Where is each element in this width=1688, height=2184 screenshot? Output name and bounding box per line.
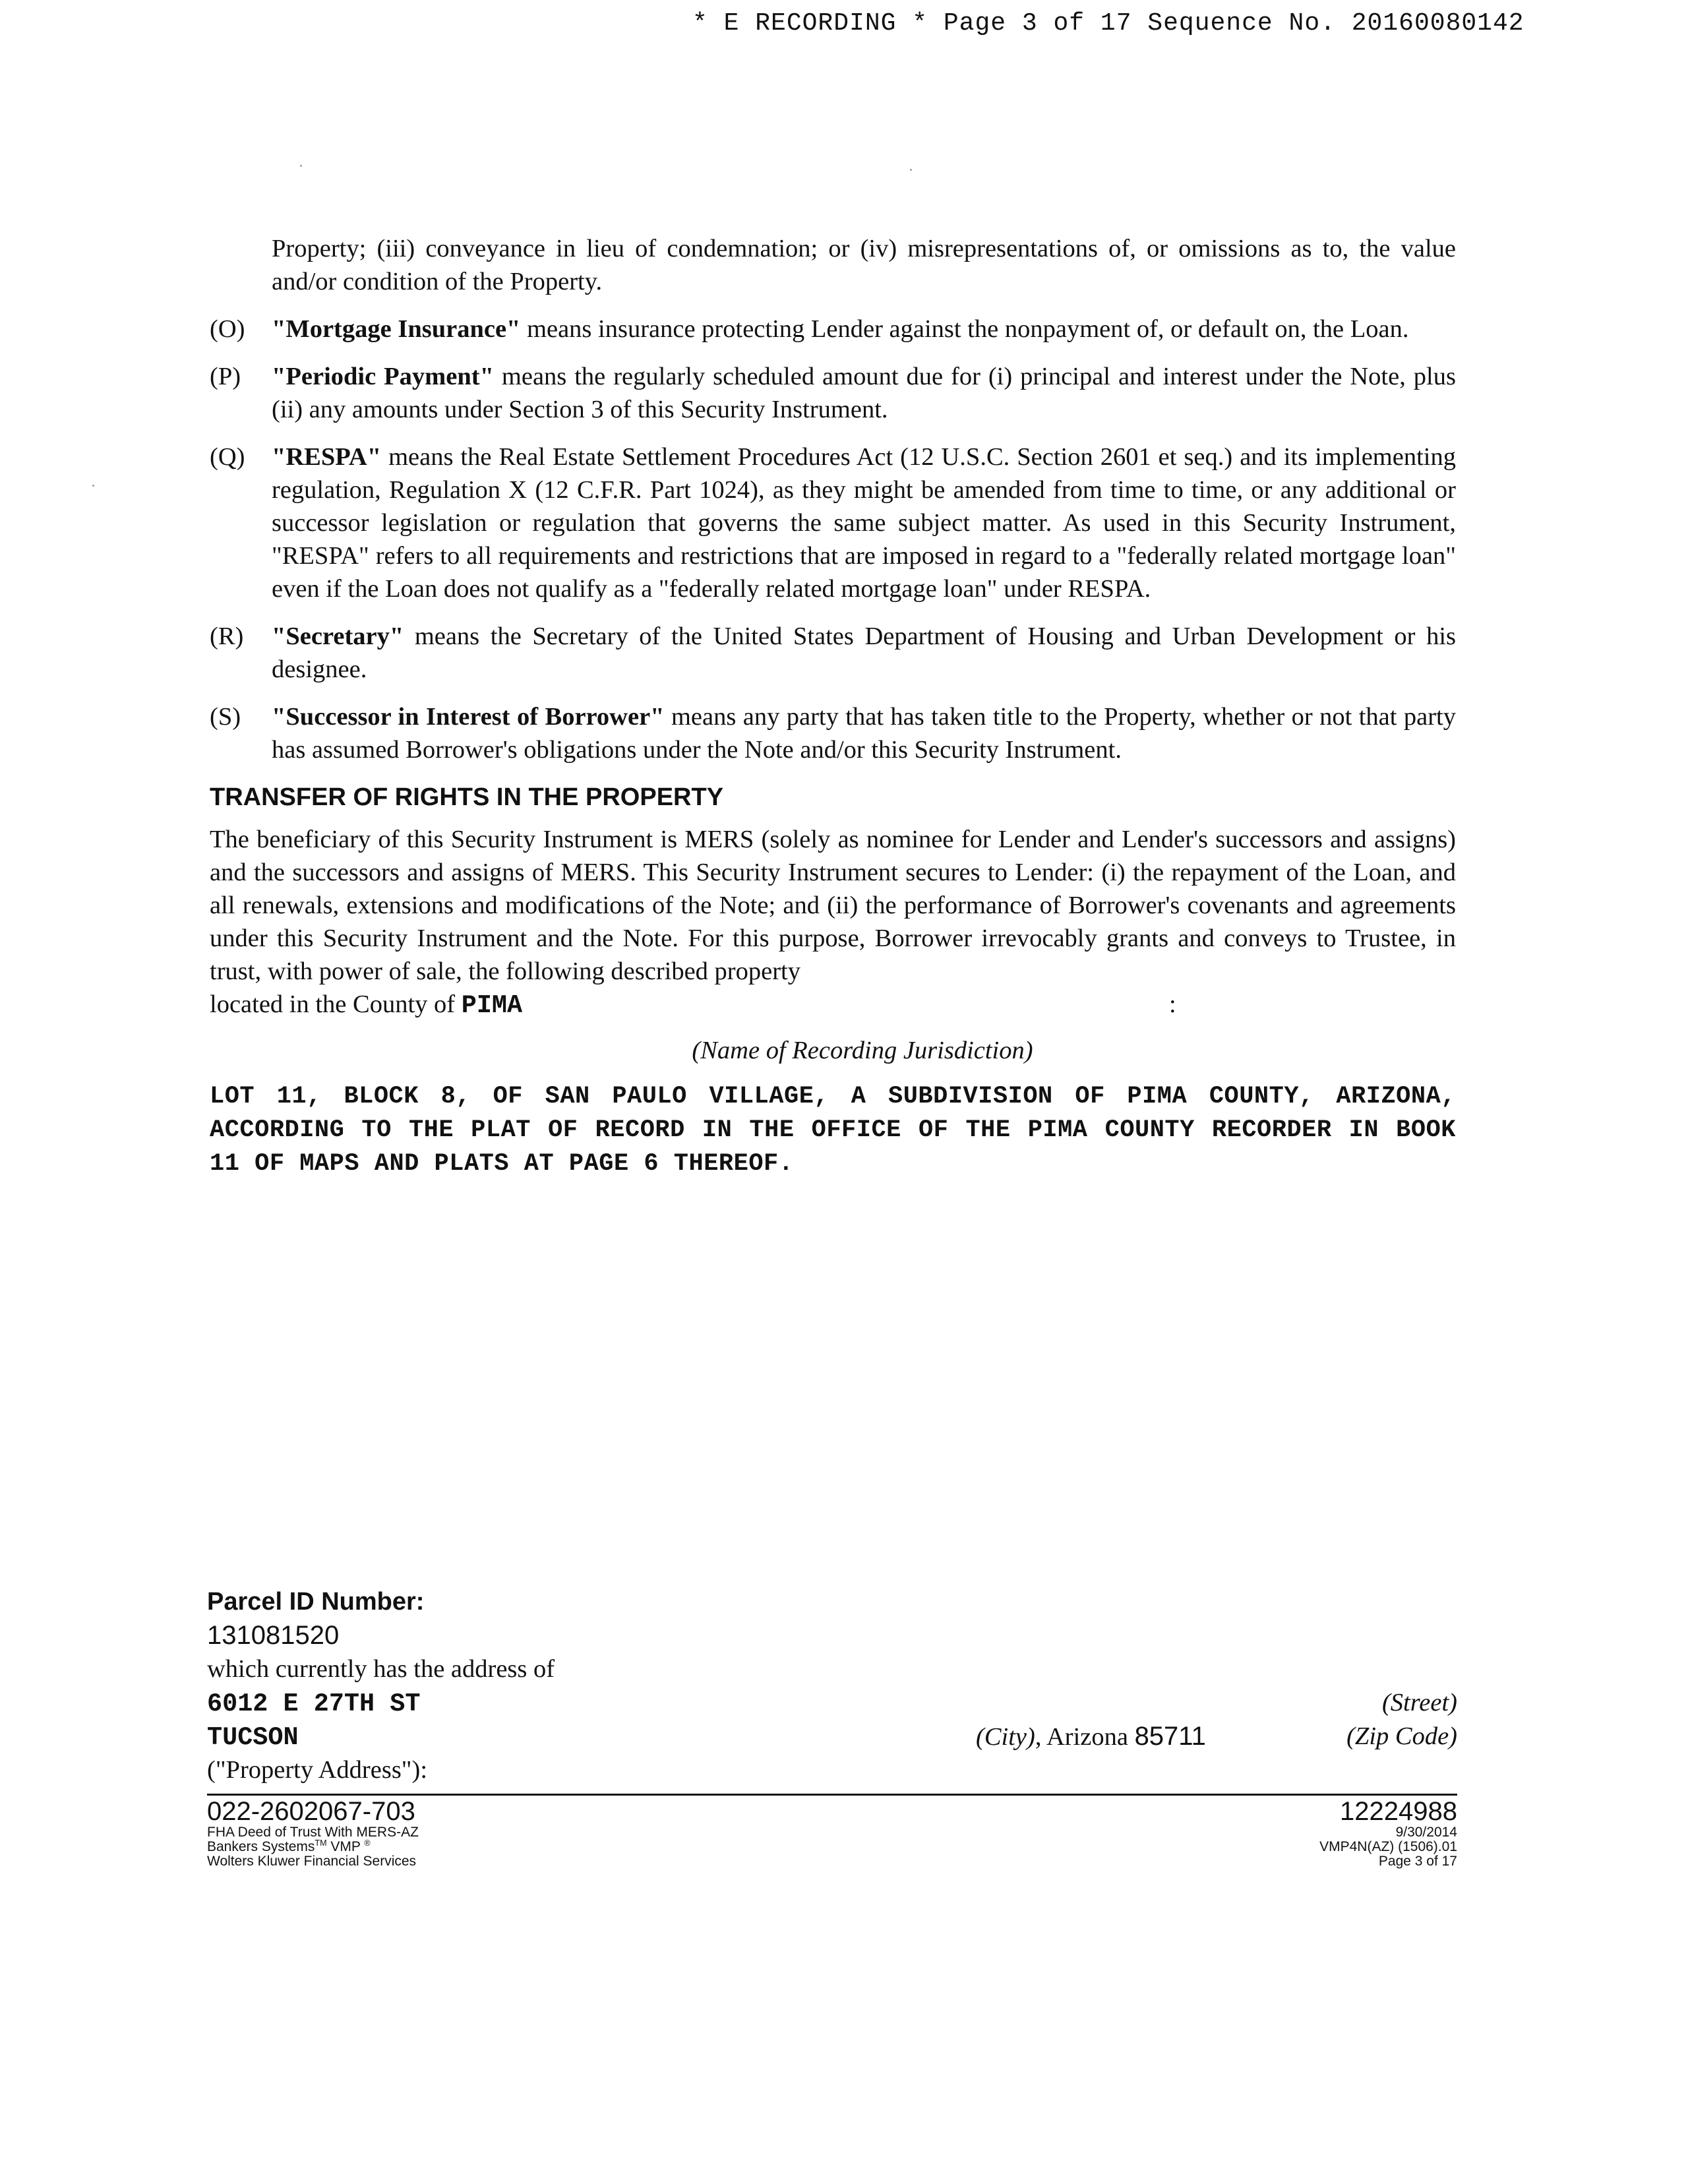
page-number: Page 3 of 17 [1378,1854,1457,1869]
form-name: FHA Deed of Trust With MERS-AZ [207,1825,419,1840]
definition-term: "RESPA" [272,443,382,471]
transfer-paragraph: The beneficiary of this Security Instrument is MERS (solely as nominee for Lender and Lender's successors and assigns) and the successors and assigns of MERS. This Security Instrument secures to Lender: (i) the repayment of the Loan, and all renewals, extensions and modifications of the Note; and (ii) the performance of Borrower's covenants and agreements under this Security Instrument and the Note. For this purpose, Borrower irrevocably grants and conveys to Trustee, in trust, with power of sale, the following described property [210,826,1456,985]
publisher-line [207,1840,419,1854]
company-name: Wolters Kluwer Financial Services [207,1854,417,1869]
definition-letter: (O) [210,315,245,343]
scan-speck [92,485,94,487]
definition-body: means the Real Estate Settlement Procedures Act (12 U.S.C. Section 2601 et seq.) and its implementing regulation, Regulation X (12 C.F.R. Part 1024), as they might be amended from time to time, or any additional or successor legislation or regulation that governs the same subject matter. As used in this Security Instrument, "RESPA" refers to all requirements and restrictions that are imposed in regard to a "federally related mortgage loan" even if the Loan does not qualify as a "federally related mortgage loan" under RESPA. [272,443,1456,603]
zip-caption: (Zip Code) [1346,1722,1457,1750]
street-value: 6012 E 27TH ST [207,1689,421,1718]
publisher-name: Bankers Systems [207,1839,315,1854]
definition-o [210,313,1456,346]
county-value: PIMA [461,991,523,1020]
loan-number: 022-2602067-703 [207,1797,415,1826]
definition-term: "Successor in Interest of Borrower" [272,703,665,731]
definition-body: means the regularly scheduled amount due for (i) principal and interest under the Note, plus (ii) any amounts under Section 3 of this Security Instrument. [272,363,1456,423]
definition-letter: (Q) [210,443,245,471]
address-intro: which currently has the address of [207,1655,555,1683]
definition-term: "Periodic Payment" [272,363,494,390]
parcel-id-label: Parcel ID Number: [207,1588,425,1616]
definition-term: "Mortgage Insurance" [272,315,521,343]
footer-divider [207,1794,1457,1796]
definition-r [210,620,1456,686]
zip-value: 85711 [1134,1722,1206,1751]
registered-mark: ® [364,1838,371,1848]
definition-term: "Secretary" [272,622,404,650]
definition-text [272,620,1456,686]
legal-description: LOT 11, BLOCK 8, OF SAN PAULO VILLAGE, A SUBDIVISION OF PIMA COUNTY, ARIZONA, ACCORDING TO THE PLAT OF RECORD IN THE OFFICE OF THE PIMA COUNTY RECORDER IN BOOK 11 OF MAPS AND PLATS AT PAGE 6 THEREOF. [210,1083,1456,1178]
definition-text [272,440,1456,605]
city-line [207,1720,1457,1753]
city-state-zip [976,1720,1206,1754]
form-code: VMP4N(AZ) (1506).01 [1319,1839,1457,1854]
county-line [210,988,1456,1021]
vmp-mark: VMP [330,1839,361,1854]
transfer-heading: TRANSFER OF RIGHTS IN THE PROPERTY [210,783,724,811]
continuation-paragraph: Property; (iii) conveyance in lieu of condemnation; or (iv) misrepresentations of, or omissions as to, the value and/or condition of the Property. [272,235,1456,295]
street-caption: (Street) [1381,1689,1457,1716]
definition-body: means any party that has taken title to the Property, whether or not that party has assumed Borrower's obligations under the Note and/or this Security Instrument. [272,703,1456,764]
parcel-id-number: 131081520 [207,1621,340,1650]
definition-body: means insurance protecting Lender against the nonpayment of, or default on, the Loan. [520,315,1409,343]
definition-body: means the Secretary of the United States Department of Housing and Urban Development or his designee. [272,622,1456,683]
street-line [207,1686,1457,1720]
state-value: , Arizona [1035,1723,1128,1751]
main-content [210,232,1456,1181]
definition-letter: (P) [210,363,241,390]
definition-letter: (S) [210,703,241,731]
trademark-mark: TM [315,1838,327,1848]
scan-speck [910,169,912,171]
definition-text [272,360,1456,426]
city-caption: (City) [976,1723,1035,1751]
definition-s [210,700,1456,766]
footer-right [1319,1798,1457,1869]
definition-text [272,313,1456,346]
jurisdiction-caption: (Name of Recording Jurisdiction) [692,1037,1033,1064]
form-date: 9/30/2014 [1395,1825,1457,1840]
county-prefix: located in the County of [210,990,456,1018]
scan-speck [300,165,302,167]
definition-letter: (R) [210,622,244,650]
property-address-label: ("Property Address"): [207,1756,428,1784]
city-value: TUCSON [207,1723,299,1752]
county-colon: : [1169,990,1176,1018]
definition-q [210,440,1456,605]
definition-p [210,360,1456,426]
definition-text [272,700,1456,766]
document-number: 12224988 [1340,1797,1457,1826]
footer-left [207,1798,419,1869]
parcel-block [207,1585,1457,1787]
recording-stamp: * E RECORDING * Page 3 of 17 Sequence No. 20160080142 [692,9,1524,38]
